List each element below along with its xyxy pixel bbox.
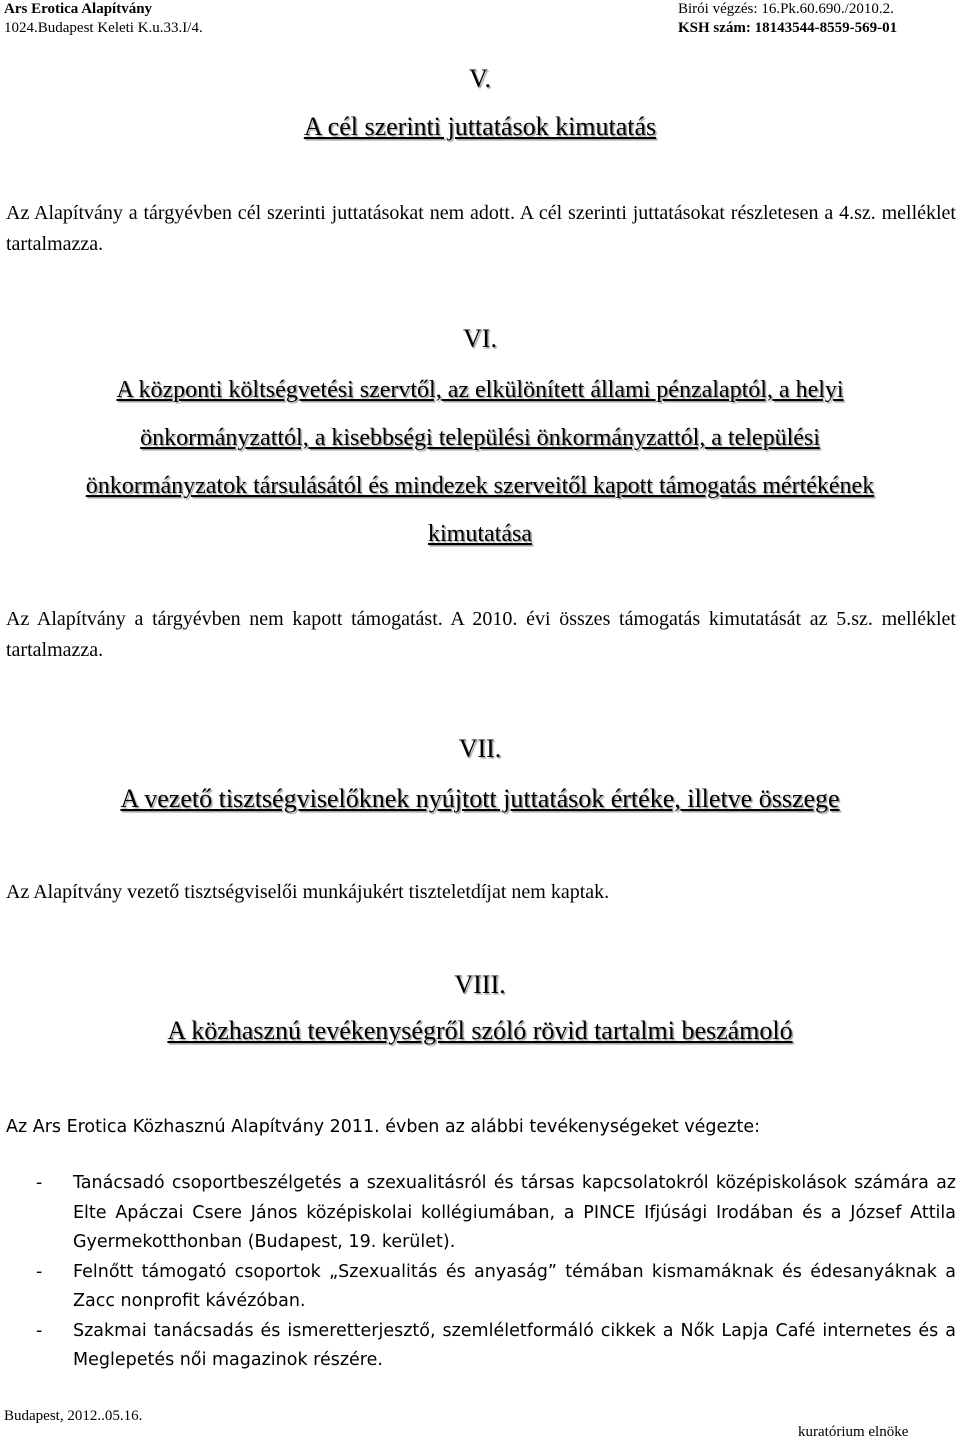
section-7-title: A vezető tisztségviselőknek nyújtott juttatások értéke, illetve összege bbox=[120, 784, 840, 813]
org-name: Ars Erotica Alapítvány bbox=[4, 1, 153, 17]
ksh-number: KSH szám: 18143544-8559-569-01 bbox=[678, 20, 898, 36]
list-bullet: - bbox=[36, 1320, 43, 1341]
section-6-number: VI. bbox=[463, 324, 497, 353]
list-item bbox=[36, 1258, 956, 1317]
section-6-title-line: A központi költségvetési szervtől, az elkülönített állami pénzalaptól, a helyi bbox=[116, 377, 844, 403]
section-5-number: V. bbox=[469, 64, 491, 93]
section-8-intro: Az Ars Erotica Közhasznú Alapítvány 2011. évben az alábbi tevékenységeket végezte: bbox=[6, 1117, 760, 1137]
list-bullet: - bbox=[36, 1261, 43, 1282]
list-item bbox=[36, 1317, 956, 1376]
section-7-number: VII. bbox=[458, 734, 502, 763]
org-address: 1024.Budapest Keleti K.u.33.I/4. bbox=[4, 20, 203, 36]
section-7-body: Az Alapítvány vezető tisztségviselői munkájukért tiszteletdíjat nem kaptak. bbox=[6, 881, 610, 903]
section-6-title-line: önkormányzattól, a kisebbségi települési önkormányzattól, a települési bbox=[140, 425, 820, 451]
header-left bbox=[4, 0, 203, 38]
activity-list bbox=[36, 1169, 956, 1376]
list-item-text: Szakmai tanácsadás és ismeretterjesztő, szemléletformáló cikkek a Nők Lapja Café internetes és a Meglepetés női magazinok részére. bbox=[73, 1320, 956, 1370]
section-5-title: A cél szerinti juttatások kimutatás bbox=[303, 112, 657, 141]
section-6-title bbox=[0, 366, 960, 558]
section-6-title-line: kimutatása bbox=[428, 521, 532, 547]
list-item-text: Felnőtt támogató csoportok „Szexualitás és anyaság” témában kismamáknak és édesanyáknak a Zacc nonprofit kávézóban. bbox=[73, 1261, 956, 1311]
section-8-title: A közhasznú tevékenységről szóló rövid tartalmi beszámoló bbox=[167, 1016, 793, 1045]
list-item-text: Tanácsadó csoportbeszélgetés a szexualitásról és társas kapcsolatokról középiskolások számára az Elte Apáczai Csere János középiskolai kollégiumában, a PINCE Ifjúsági Irodában és a József Attila Gyermekotthonban (Budapest, 19. kerület). bbox=[73, 1173, 956, 1252]
list-item bbox=[36, 1169, 956, 1258]
court-order: Birói végzés: 16.Pk.60.690./2010.2. bbox=[678, 1, 894, 17]
place-date: Budapest, 2012..05.16. bbox=[4, 1408, 143, 1424]
section-6-body: Az Alapítvány a tárgyévben nem kapott támogatást. A 2010. évi összes támogatás kimutatását az 5.sz. melléklet tartalmazza. bbox=[6, 608, 956, 661]
header-right bbox=[678, 0, 897, 38]
signature-role: kuratórium elnöke bbox=[798, 1424, 909, 1440]
list-bullet: - bbox=[36, 1173, 43, 1193]
section-8-number: VIII. bbox=[454, 970, 506, 999]
section-5-body: Az Alapítvány a tárgyévben cél szerinti juttatásokat nem adott. A cél szerinti juttatásokat részletesen a 4.sz. melléklet tartalmazza. bbox=[6, 202, 956, 255]
section-6-title-line: önkormányzatok társulásától és mindezek szerveitől kapott támogatás mértékének bbox=[85, 473, 875, 499]
